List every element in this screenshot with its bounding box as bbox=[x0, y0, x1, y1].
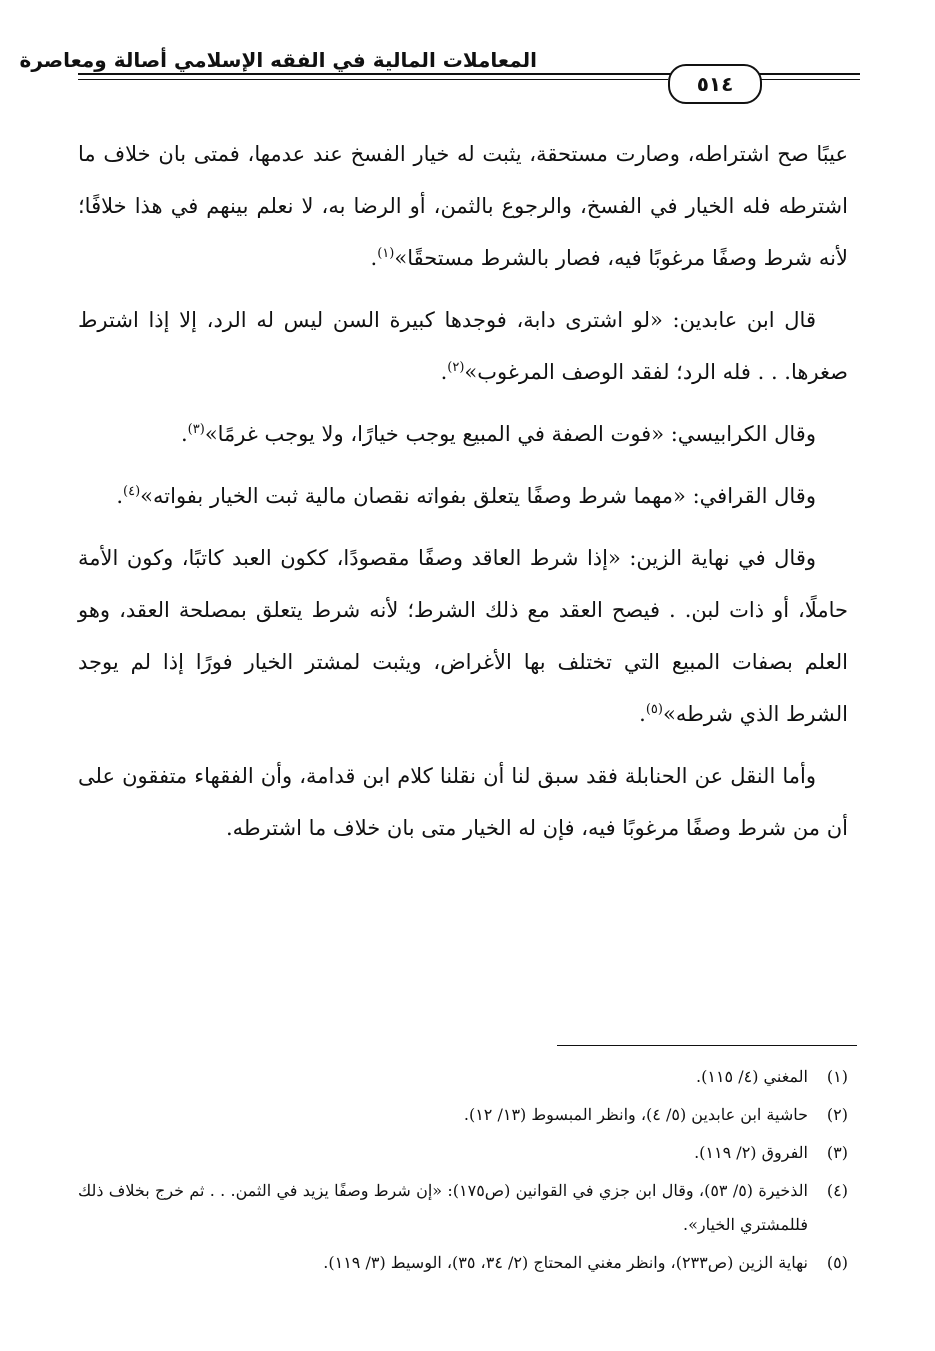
footnote-text: نهاية الزين (ص٢٣٣)، وانظر مغني المحتاج (٢/ ٣٤، ٣٥)، الوسيط (٣/ ١١٩). bbox=[323, 1253, 808, 1272]
paragraph-text: وقال القرافي: «مهما شرط وصفًا يتعلق بفواته نقصان مالية ثبت الخيار بفواته» bbox=[140, 484, 816, 508]
paragraph-end: . bbox=[639, 702, 646, 726]
footnote bbox=[78, 1246, 848, 1280]
paragraph-text: وقال الكرابيسي: «فوت الصفة في المبيع يوجب خيارًا، ولا يوجب غرمًا» bbox=[204, 422, 816, 446]
footnotes bbox=[78, 1060, 848, 1284]
paragraph bbox=[78, 532, 848, 740]
footnote-marker: (٥) bbox=[826, 1253, 848, 1272]
footnote-ref: (٥) bbox=[645, 702, 663, 717]
footnote bbox=[78, 1060, 848, 1094]
footnote-ref: (٢) bbox=[447, 360, 465, 375]
footnote-separator bbox=[557, 1045, 857, 1046]
paragraph bbox=[78, 470, 848, 522]
running-title: المعاملات المالية في الفقه الإسلامي أصالة ومعاصرة bbox=[19, 48, 537, 72]
paragraph bbox=[78, 408, 848, 460]
footnote-ref: (٣) bbox=[187, 422, 205, 437]
paragraph-text: وأما النقل عن الحنابلة فقد سبق لنا أن نقلنا كلام ابن قدامة، وأن الفقهاء متفقون على أن من شرط وصفًا مرغوبًا فيه، فإن له الخيار متى بان خلاف ما اشترطه. bbox=[78, 764, 848, 840]
header-rule-thin-left bbox=[78, 79, 668, 80]
footnote bbox=[78, 1174, 848, 1242]
footnote-marker: (٣) bbox=[826, 1143, 848, 1162]
footnote-marker: (١) bbox=[826, 1067, 848, 1086]
footnote-text: المغني (٤/ ١١٥). bbox=[696, 1067, 808, 1086]
page-number: ٥١٤ bbox=[668, 64, 762, 104]
footnote-text: الذخيرة (٥/ ٥٣)، وقال ابن جزي في القوانين (ص١٧٥): «إن شرط وصفًا يزيد في الثمن. . . ثم خرج بخلاف ذلك فللمشتري الخيار». bbox=[78, 1181, 808, 1234]
footnote-text: الفروق (٢/ ١١٩). bbox=[694, 1143, 808, 1162]
main-text bbox=[78, 128, 848, 864]
header-rule-thin-right bbox=[760, 79, 860, 80]
paragraph-end: . bbox=[116, 484, 124, 508]
paragraph bbox=[78, 750, 848, 854]
paragraph bbox=[78, 294, 848, 398]
paragraph bbox=[78, 128, 848, 284]
paragraph-text: عيبًا صح اشتراطه، وصارت مستحقة، يثبت له خيار الفسخ عند عدمها، فمتى بان خلاف ما اشترطه فله الخيار في الفسخ، والرجوع بالثمن، أو الرضا به، لا نعلم بينهم في هذا خلافًا؛ لأنه شرط وصفًا مرغوبًا فيه، فصار بالشرط مستحقًا» bbox=[78, 142, 848, 270]
paragraph-end: . bbox=[440, 360, 448, 384]
footnote-ref: (١) bbox=[377, 246, 395, 261]
footnote-marker: (٤) bbox=[826, 1181, 848, 1200]
footnote bbox=[78, 1136, 848, 1170]
footnote-marker: (٢) bbox=[826, 1105, 848, 1124]
paragraph-end: . bbox=[370, 246, 378, 270]
footnote-text: حاشية ابن عابدين (٥/ ٤)، وانظر المبسوط (١٣/ ١٢). bbox=[463, 1105, 808, 1124]
paragraph-end: . bbox=[180, 422, 188, 446]
footnote-ref: (٤) bbox=[123, 484, 141, 499]
paragraph-text: قال ابن عابدين: «لو اشترى دابة، فوجدها كبيرة السن ليس له الرد، إلا إذا اشترط صغرها. . . فله الرد؛ لفقد الوصف المرغوب» bbox=[78, 308, 848, 384]
paragraph-text: وقال في نهاية الزين: «إذا شرط العاقد وصفًا مقصودًا، ككون العبد كاتبًا، وكون الأمة حاملًا، أو ذات لبن. . فيصح العقد مع ذلك الشرط؛ لأنه شرط يتعلق بمصلحة العقد، وهو العلم بصفات المبيع التي تختلف بها الأغراض، ويثبت لمشتر الخيار فورًا إذا لم يوجد الشرط الذي شرطه» bbox=[78, 546, 848, 726]
footnote bbox=[78, 1098, 848, 1132]
